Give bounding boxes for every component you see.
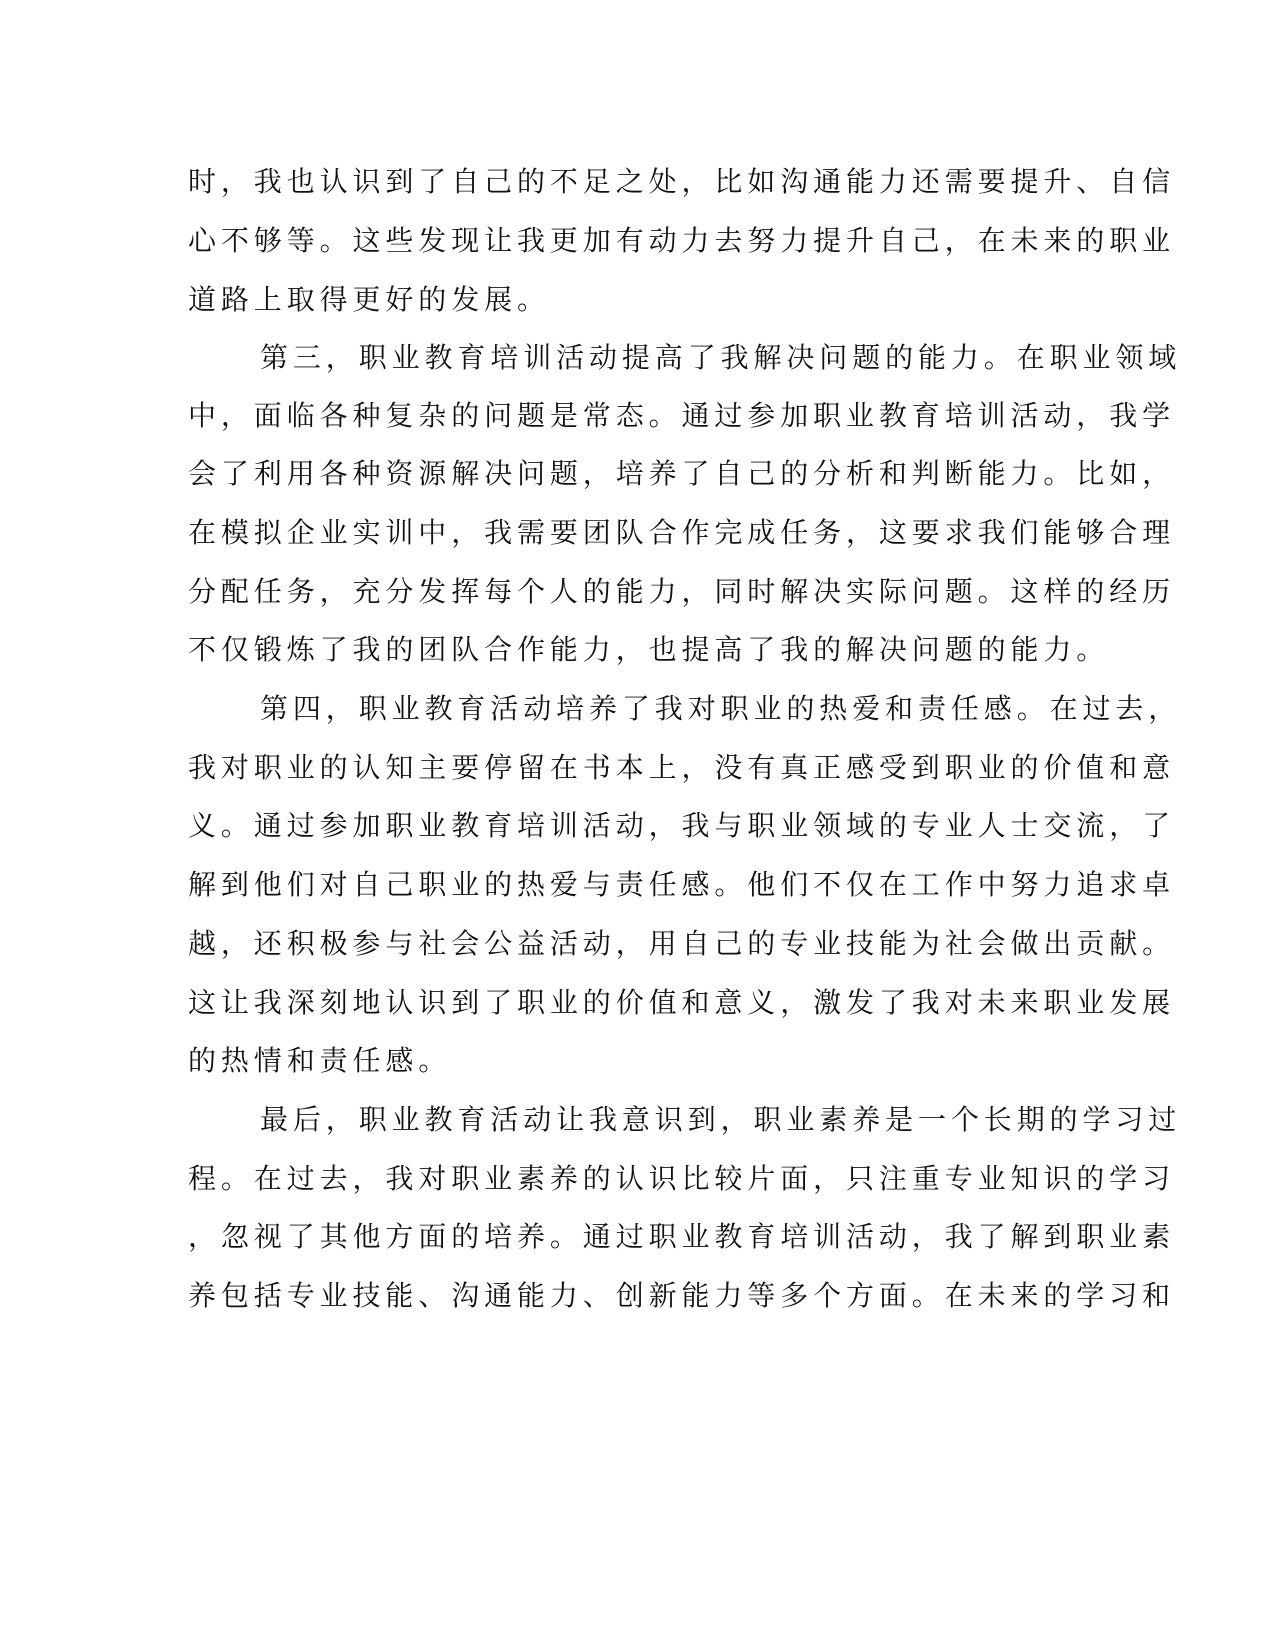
paragraph-start-line: 第四，职业教育活动培养了我对职业的热爱和责任感。在过去，: [260, 692, 1182, 725]
text-line: 分配任务，充分发挥每个人的能力，同时解决实际问题。这样的经历: [188, 575, 1176, 608]
text-line: 解到他们对自己职业的热爱与责任感。他们不仅在工作中努力追求卓: [188, 868, 1176, 901]
text-line: 中，面临各种复杂的问题是常态。通过参加职业教育培训活动，我学: [188, 399, 1176, 432]
text-line: 义。通过参加职业教育培训活动，我与职业领域的专业人士交流，了: [188, 809, 1176, 842]
text-line: 这让我深刻地认识到了职业的价值和意义，激发了我对未来职业发展: [188, 986, 1176, 1019]
paragraph-start-line: 最后，职业教育活动让我意识到，职业素养是一个长期的学习过: [260, 1103, 1182, 1136]
text-line: 时，我也认识到了自己的不足之处，比如沟通能力还需要提升、自信: [188, 165, 1176, 198]
text-line: 的热情和责任感。: [188, 1044, 452, 1077]
paragraph-start-line: 第三，职业教育培训活动提高了我解决问题的能力。在职业领域: [260, 341, 1182, 374]
text-line: 程。在过去，我对职业素养的认识比较片面，只注重专业知识的学习: [188, 1162, 1176, 1195]
text-line: ，忽视了其他方面的培养。通过职业教育培训活动，我了解到职业素: [188, 1220, 1176, 1253]
text-line: 我对职业的认知主要停留在书本上，没有真正感受到职业的价值和意: [188, 751, 1176, 784]
text-line: 会了利用各种资源解决问题，培养了自己的分析和判断能力。比如，: [188, 457, 1176, 490]
text-line: 心不够等。这些发现让我更加有动力去努力提升自己，在未来的职业: [188, 224, 1176, 257]
text-line: 道路上取得更好的发展。: [188, 283, 550, 316]
text-line: 越，还积极参与社会公益活动，用自己的专业技能为社会做出贡献。: [188, 927, 1176, 960]
text-line: 不仅锻炼了我的团队合作能力，也提高了我的解决问题的能力。: [188, 633, 1110, 666]
text-line: 在模拟企业实训中，我需要团队合作完成任务，这要求我们能够合理: [188, 516, 1176, 549]
text-line: 养包括专业技能、沟通能力、创新能力等多个方面。在未来的学习和: [188, 1279, 1176, 1312]
